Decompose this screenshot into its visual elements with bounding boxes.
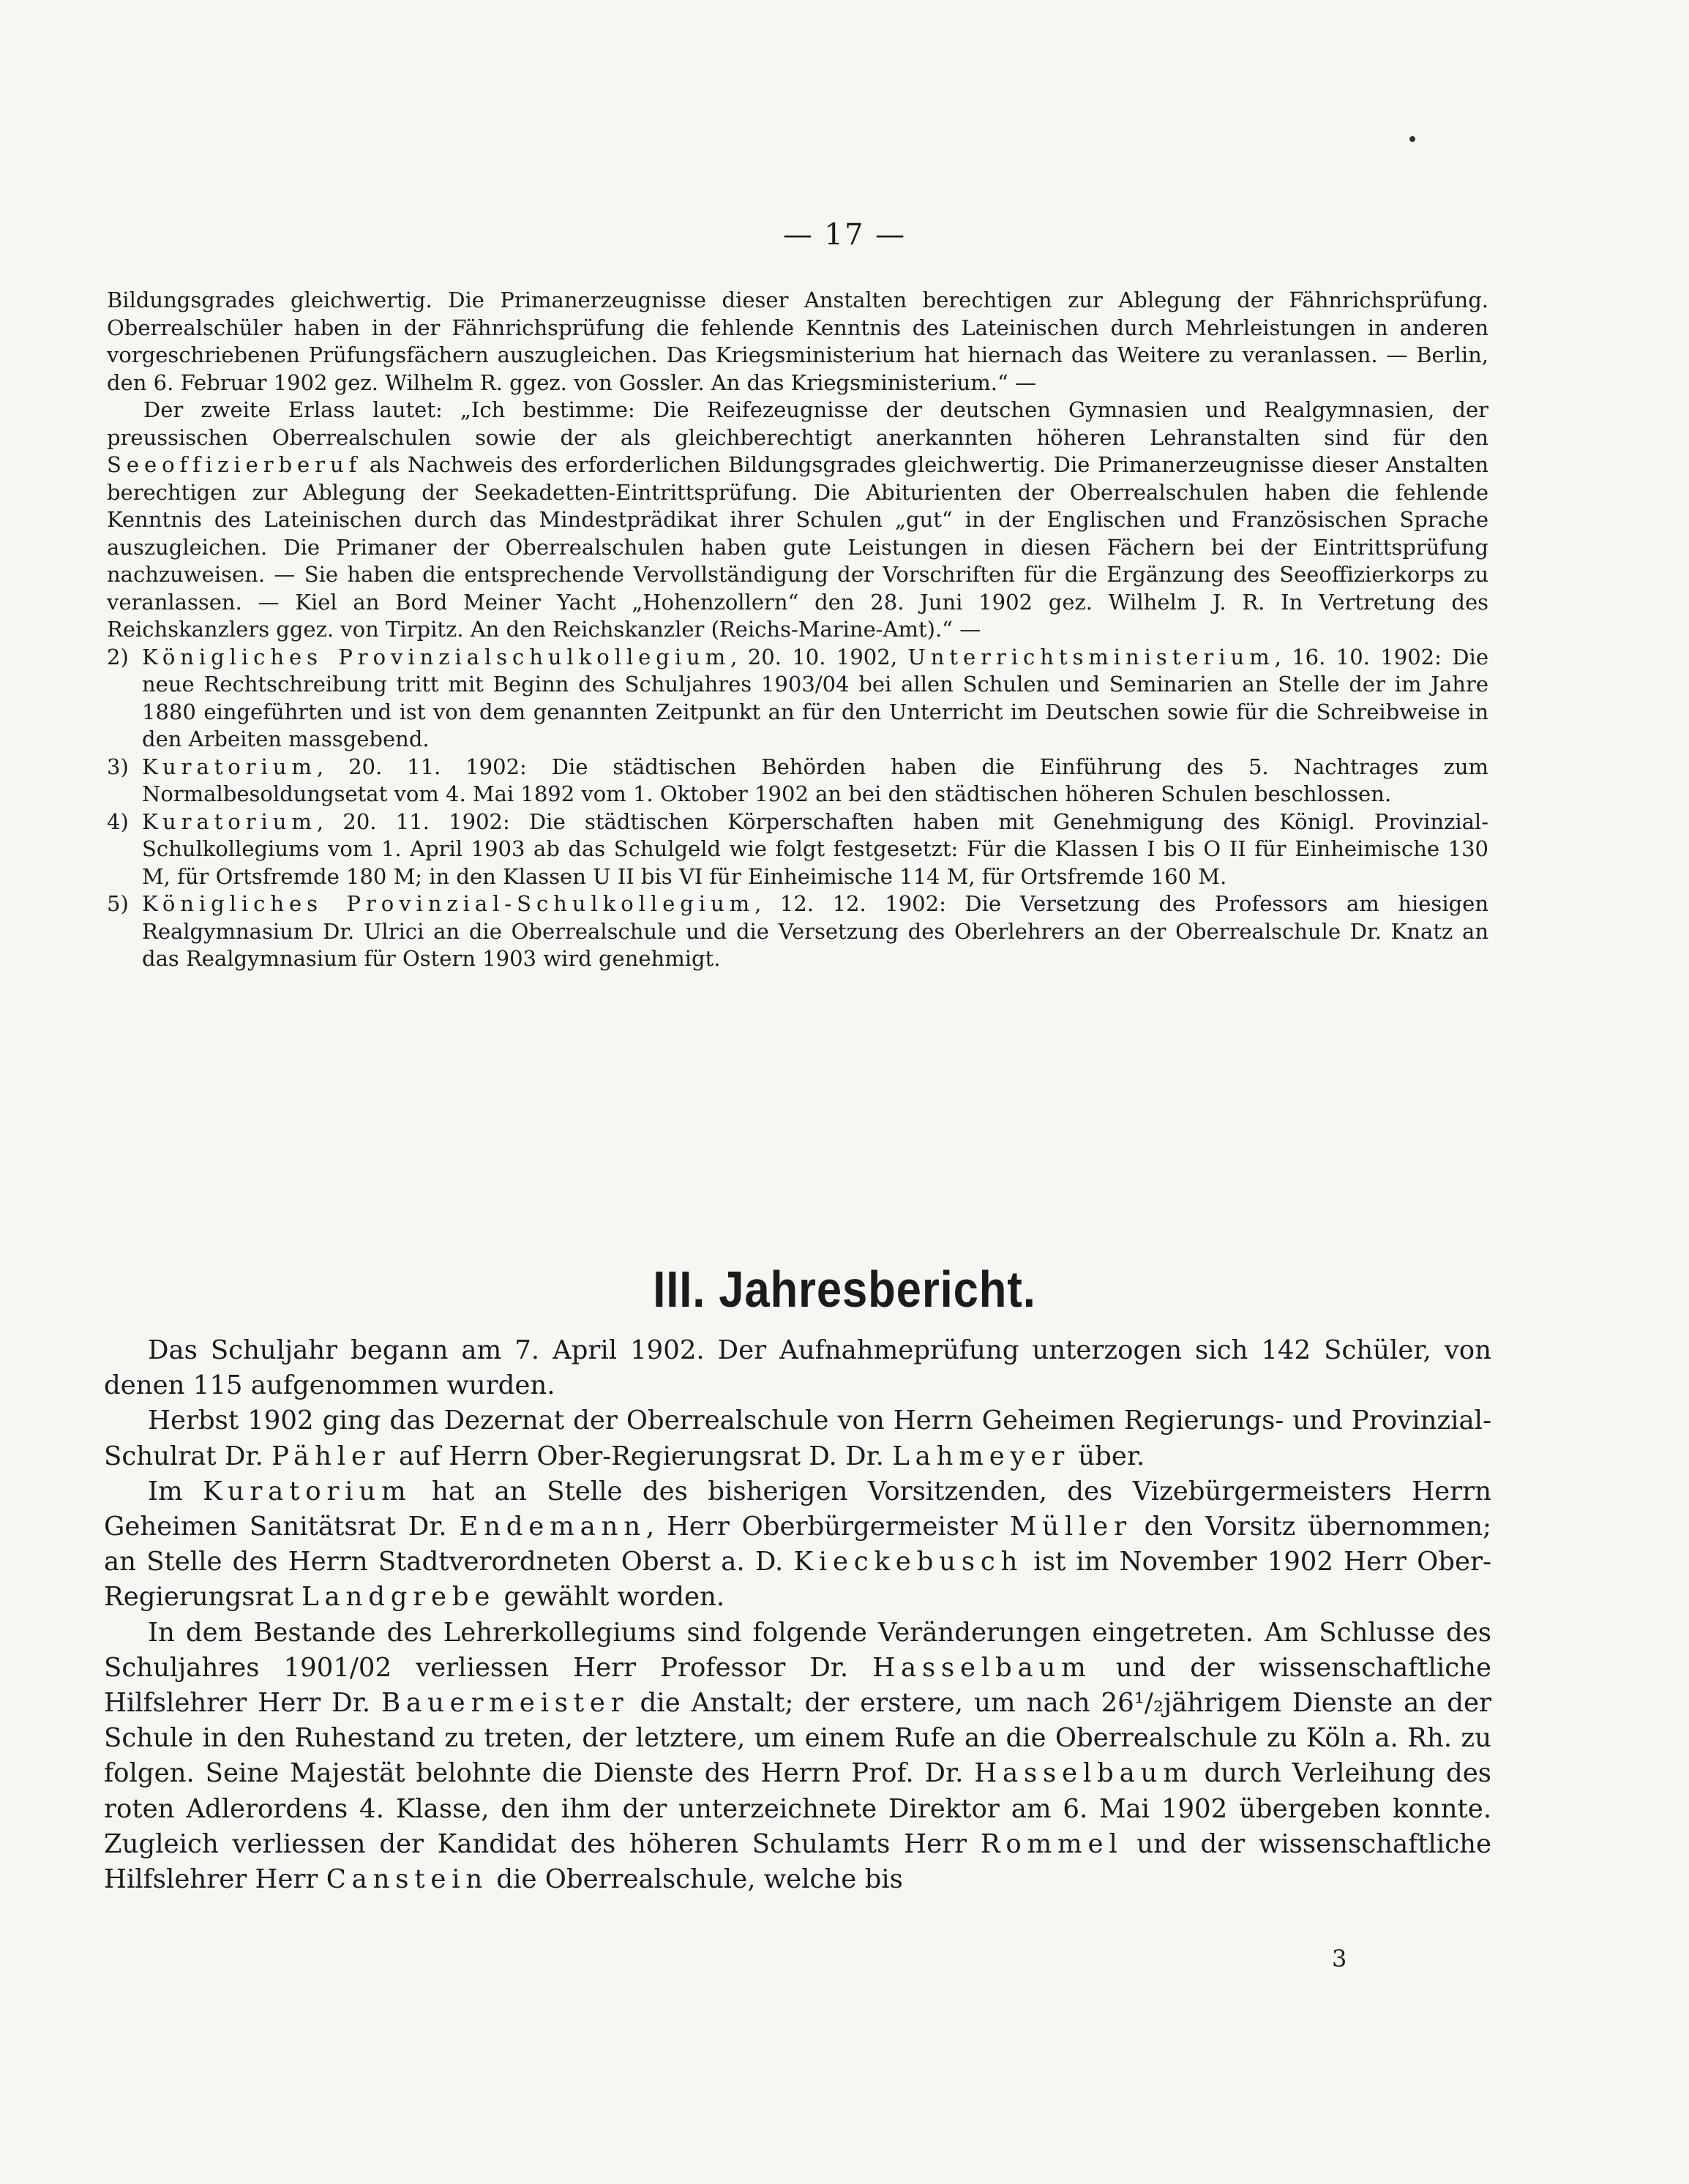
- item-number: 2): [107, 644, 129, 669]
- list-item: [107, 890, 1488, 973]
- text-run: , 20. 11. 1902: Die städtischen Behörden haben die Einführung des 5. Nachtrages zum Normalbesoldungsetat vom 4. Mai 1892 vom 1. Oktober 1902 an bei den städtischen höheren Schulen beschlossen.: [142, 754, 1488, 806]
- list-item: [107, 808, 1488, 891]
- text-run: ist im November 1902 Herr Ober-Regierungsrat: [104, 1547, 1491, 1613]
- text-run: , 16. 10. 1902: Die neue Rechtschreibung tritt mit Beginn des Schuljahres 1903/04 bei allen Schulen und Seminarien an Stelle der im Jahre 1880 eingeführten und ist von dem genannten Zeitpunkt an für den Unterricht im Deutschen sowie für die Schreibweise in den Arbeiten massgebend.: [142, 644, 1488, 751]
- section-heading: III. Jahresbericht.: [653, 1261, 1036, 1318]
- person-name: Hasselbaum: [872, 1652, 1092, 1683]
- list-item: [107, 754, 1488, 808]
- person-name: Pähler: [271, 1441, 391, 1471]
- authority-name: Kuratorium: [142, 808, 317, 834]
- list-item: [107, 644, 1488, 754]
- item-number: 3): [107, 754, 129, 779]
- report-paragraph: [104, 1474, 1491, 1616]
- text-run: Der zweite Erlass lautet: „Ich bestimme: Die Reifezeugnisse der deutschen Gymnasien und Realgymnasien, der preussischen Oberrealschulen sowie der als gleichberechtigt anerkannten höheren Lehranstalten sind für den: [107, 397, 1488, 450]
- decree-paragraph: [107, 287, 1488, 397]
- person-name: Canstein: [326, 1864, 489, 1895]
- text-run: , Herr Oberbürgermeister: [645, 1512, 1011, 1542]
- report-paragraph: [104, 1333, 1491, 1403]
- text-run: die Oberrealschule, welche bis: [488, 1864, 903, 1895]
- text-run: und der wissenschaftliche Hilfslehrer Herr Dr.: [104, 1652, 1491, 1719]
- text-run: Bildungsgrades gleichwertig. Die Primanerzeugnisse dieser Anstalten berechtigen zur Ablegung der Fähnrichsprüfung. Oberrealschüler haben in der Fähnrichsprüfung die fehlende Kenntnis des Lateinischen durch Mehrleistungen in anderen vorgeschriebenen Prüfungsfächern auszugleichen. Das Kriegsministerium hat hiernach das Weitere zu veranlassen. — Berlin, den 6. Februar 1902 gez. Wilhelm R. ggez. von Gossler. An das Kriegsministerium.“ —: [107, 288, 1488, 395]
- person-name: Bauermeister: [381, 1688, 629, 1719]
- second-decree-paragraph: [107, 397, 1488, 644]
- report-paragraph: [104, 1616, 1491, 1898]
- text-run: Herbst 1902 ging das Dezernat der Oberrealschule von Herrn Geheimen Regierungs- und Provinzial-Schulrat Dr.: [104, 1406, 1491, 1471]
- person-name: Endemann: [459, 1512, 646, 1542]
- text-run: über.: [1070, 1441, 1145, 1471]
- person-name: Hasselbaum: [974, 1758, 1194, 1789]
- person-name: Müller: [1010, 1512, 1132, 1542]
- spaced-term: Seeoffizierberuf: [107, 452, 362, 477]
- person-name: Lahmeyer: [892, 1441, 1071, 1471]
- text-run: , 12. 12. 1902: Die Versetzung des Professors am hiesigen Realgymnasium Dr. Ulrici an die Oberrealschule und die Versetzung des Oberlehrers an der Oberrealschule Dr. Knatz an das Realgymnasium für Ostern 1903 wird genehmigt.: [142, 891, 1488, 971]
- person-name: Rommel: [980, 1828, 1123, 1859]
- text-run: durch Verleihung des roten Adlerordens 4. Klasse, den ihm der unterzeichnete Direktor am 6. Mai 1902 übergeben konnte. Zugleich verliessen der Kandidat des höheren Schulamts Herr: [104, 1758, 1492, 1859]
- annual-report-text: [104, 1333, 1491, 1897]
- report-paragraph: [104, 1403, 1491, 1474]
- authority-name: Unterrichtsministerium: [907, 644, 1275, 669]
- text-run: hat an Stelle des bisherigen Vorsitzenden, des Vizebürgermeisters Herrn Geheimen Sanitätsrat Dr.: [104, 1476, 1491, 1542]
- text-run: als Nachweis des erforderlichen Bildungsgrades gleichwertig. Die Primanerzeugnisse dieser Anstalten berechtigen zur Ablegung der Seekadetten-Eintrittsprüfung. Die Abiturienten der Oberrealschulen haben die fehlende Kenntnis des Lateinischen durch das Mindestprädikat ihrer Schulen „gut“ in der Englischen und Französischen Sprache auszugleichen. Die Primaner der Oberrealschulen haben gute Leistungen in diesen Fächern bei der Eintrittsprüfung nachzuweisen. — Sie haben die entsprechende Vervollständigung der Vorschriften für die Ergänzung des Seeoffizierkorps zu veranlassen. — Kiel an Bord Meiner Yacht „Hohenzollern“ den 28. Juni 1902 gez. Wilhelm J. R. In Vertretung des Reichskanzlers ggez. von Tirpitz. An den Reichskanzler (Reichs-Marine-Amt).“ —: [107, 452, 1488, 642]
- ink-speck: [1409, 136, 1415, 142]
- text-run: , 20. 10. 1902,: [730, 644, 908, 669]
- person-name: Kieckebusch: [793, 1547, 1024, 1577]
- text-run: den Vorsitz übernommen; an Stelle des Herrn Stadtverordneten Oberst a. D.: [104, 1512, 1491, 1577]
- item-number: 5): [107, 891, 129, 916]
- decree-list: [107, 644, 1488, 973]
- text-run: Das Schuljahr begann am 7. April 1902. Der Aufnahmeprüfung unterzogen sich 142 Schüler, von denen 115 aufgenommen wurden.: [104, 1335, 1491, 1401]
- text-run: In dem Bestande des Lehrerkollegiums sind folgende Veränderungen eingetreten. Am Schlusse des Schuljahres 1901/02 verliessen Herr Professor Dr.: [104, 1617, 1491, 1683]
- text-run: auf Herrn Ober-Regierungsrat D. Dr.: [390, 1441, 893, 1471]
- text-run: die Anstalt; der erstere, um nach 26¹/₂jährigem Dienste an der Schule in den Ruhestand zu treten, der letztere, um einem Rufe an die Oberrealschule zu Köln a. Rh. zu folgen. Seine Majestät belohnte die Dienste des Herrn Prof. Dr.: [104, 1688, 1491, 1789]
- text-run: und der wissenschaftliche Hilfslehrer Herr: [104, 1828, 1491, 1895]
- authority-name: Kuratorium: [142, 754, 317, 779]
- text-run: Im: [148, 1476, 203, 1506]
- text-run: gewählt worden.: [495, 1582, 725, 1613]
- page-number: — 17 —: [782, 218, 907, 252]
- authority-name: Königliches Provinzial-Schulkollegium: [142, 891, 755, 916]
- authority-name: Königliches Provinzialschulkollegium: [142, 644, 731, 669]
- text-run: , 20. 11. 1902: Die städtischen Körperschaften haben mit Genehmigung des Königl. Provinzial-Schulkollegiums vom 1. April 1903 ab das Schulgeld wie folgt festgesetzt: Für die Klassen I bis O II für Einheimische 130 M, für Ortsfremde 180 M; in den Klassen U II bis VI für Einheimische 114 M, für Ortsfremde 160 M.: [142, 808, 1488, 889]
- person-name: Landgrebe: [302, 1582, 496, 1613]
- signature-mark: 3: [1332, 1945, 1347, 1973]
- spaced-term: Kuratorium: [203, 1476, 412, 1506]
- item-number: 4): [107, 808, 129, 834]
- decree-text-block: [107, 287, 1488, 973]
